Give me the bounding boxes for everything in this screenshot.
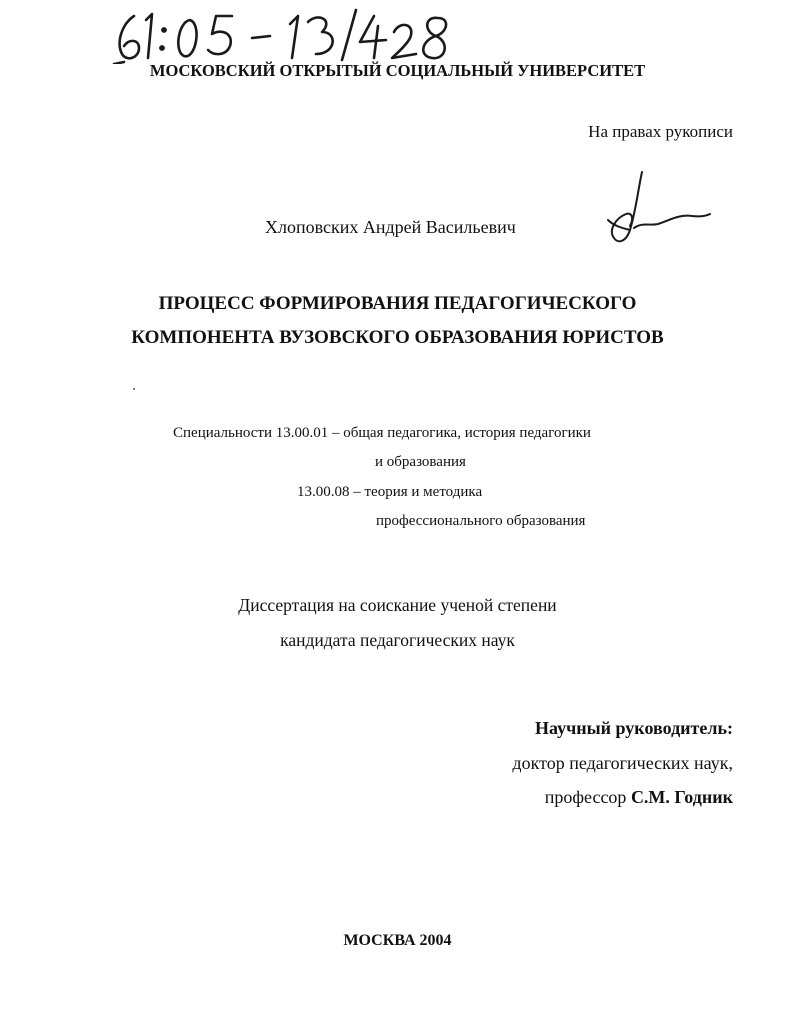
specialties-line-4: профессионального образования (376, 513, 586, 529)
author-name: Хлоповских Андрей Васильевич (265, 217, 516, 237)
supervisor-rank: профессор (544, 787, 627, 807)
scan-speck (133, 388, 135, 390)
manuscript-rights-label: На правах рукописи (588, 122, 733, 141)
archive-number-handwriting (112, 2, 482, 64)
supervisor-heading: Научный руководитель: (535, 718, 733, 738)
dissertation-title-line-2: КОМПОНЕНТА ВУЗОВСКОГО ОБРАЗОВАНИЯ ЮРИСТОВ (131, 327, 664, 348)
university-name: МОСКОВСКИЙ ОТКРЫТЫЙ СОЦИАЛЬНЫЙ УНИВЕРСИТЕТ (149, 61, 646, 80)
specialties-line-1: Специальности 13.00.01 – общая педагогика, история педагогики (173, 425, 591, 441)
author-signature (600, 170, 715, 250)
dissertation-title-line-1: ПРОЦЕСС ФОРМИРОВАНИЯ ПЕДАГОГИЧЕСКОГО (158, 293, 637, 314)
degree-line-1: Диссертация на соискание ученой степени (238, 595, 557, 615)
supervisor-degree: доктор педагогических наук, (512, 753, 733, 773)
supervisor-line (545, 787, 733, 808)
supervisor-name: С.М. Годник (630, 787, 733, 807)
specialties-line-2: и образования (375, 454, 466, 470)
degree-line-2: кандидата педагогических наук (280, 630, 515, 650)
city-year: МОСКВА 2004 (343, 932, 452, 949)
specialties-line-3: 13.00.08 – теория и методика (297, 484, 483, 500)
